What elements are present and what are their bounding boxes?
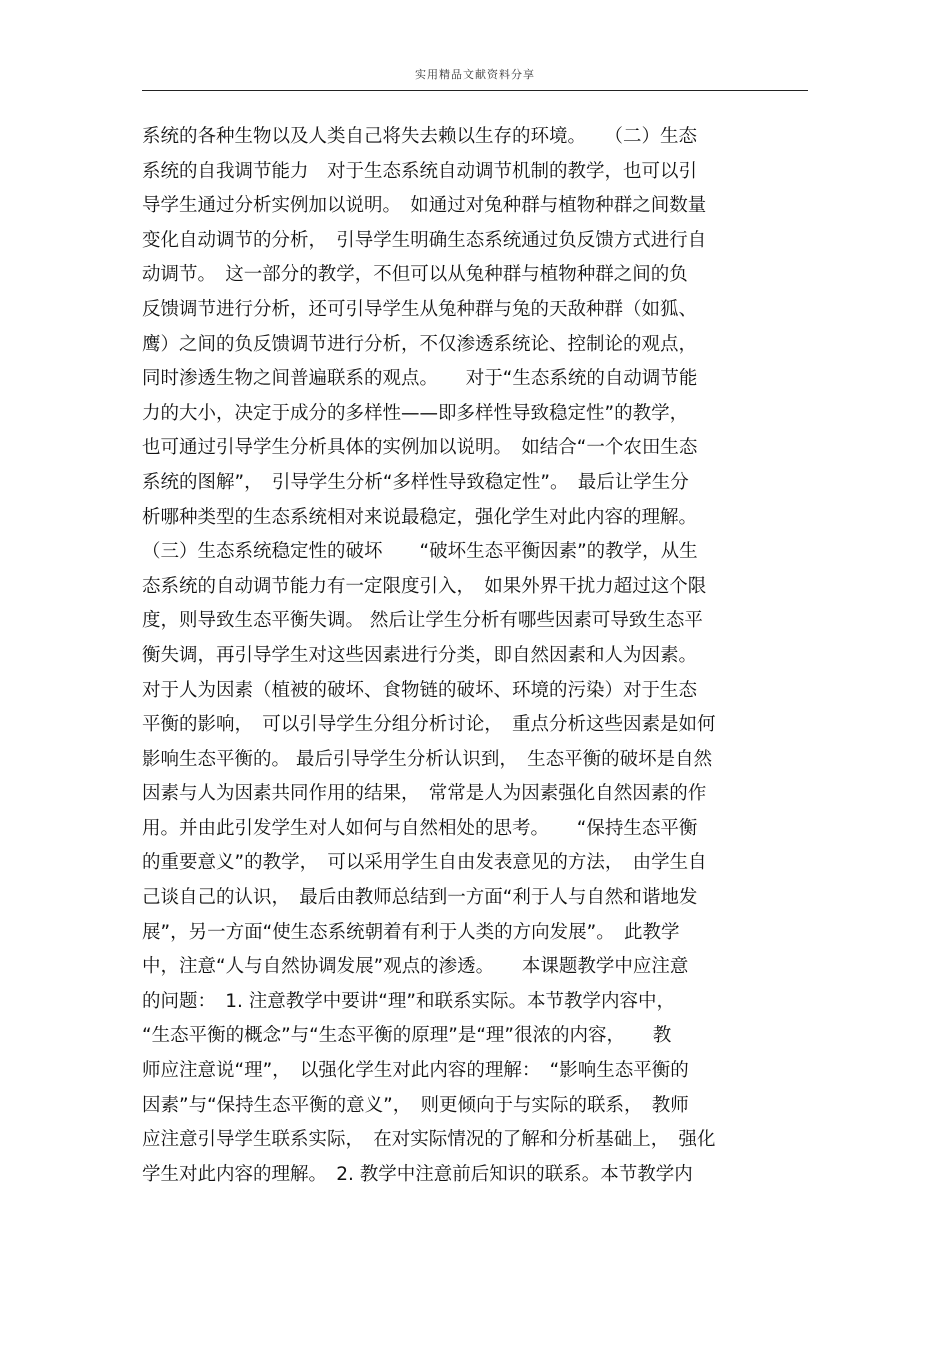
text-line: 己谈自己的认识， 最后由教师总结到一方面“利于人与自然和谐地发 xyxy=(142,887,698,909)
text-line: 影响生态平衡的。 最后引导学生分析认识到， 生态平衡的破坏是自然 xyxy=(142,748,713,770)
text-line: 因素”与“保持生态平衡的意义”， 则更倾向于与实际的联系， 教师 xyxy=(142,1094,689,1116)
text-line: 师应注意说“理”， 以强化学生对此内容的理解： “影响生态平衡的 xyxy=(142,1060,689,1082)
text-line: 系统的自我调节能力 对于生态系统自动调节机制的教学，也可以引 xyxy=(142,160,698,182)
text-line: 动调节。 这一部分的教学，不但可以从兔种群与植物种群之间的负 xyxy=(142,264,688,286)
text-line: 因素与人为因素共同作用的结果， 常常是人为因素强化自然因素的作 xyxy=(142,783,707,805)
text-line: 度，则导致生态平衡失调。 然后让学生分析有哪些因素可导致生态平 xyxy=(142,610,703,632)
text-line: 对于人为因素（植被的破坏、食物链的破坏、环境的污染）对于生态 xyxy=(142,679,698,701)
text-line: 衡失调，再引导学生对这些因素进行分类，即自然因素和人为因素。 xyxy=(142,644,698,666)
text-line: 系统的图解”， 引导学生分析“多样性导致稳定性”。 最后让学生分 xyxy=(142,471,689,493)
text-line: 变化自动调节的分析， 引导学生明确生态系统通过负反馈方式进行自 xyxy=(142,229,707,251)
text-line: 导学生通过分析实例加以说明。 如通过对兔种群与植物种群之间数量 xyxy=(142,195,707,217)
text-line: 的问题： 1. 注意教学中要讲“理”和联系实际。本节教学内容中， xyxy=(142,990,675,1012)
text-line: 鹰）之间的负反馈调节进行分析，不仅渗透系统论、控制论的观点， xyxy=(142,333,698,355)
text-line: “生态平衡的概念”与“生态平衡的原理”是“理”很浓的内容， 教 xyxy=(142,1025,672,1047)
page-header: 实用精品文献资料分享 xyxy=(415,68,535,81)
text-line: 应注意引导学生联系实际， 在对实际情况的了解和分析基础上， 强化 xyxy=(142,1129,716,1151)
text-line: 同时渗透生物之间普遍联系的观点。 对于“生态系统的自动调节能 xyxy=(142,368,698,390)
text-line: 的重要意义”的教学， 可以采用学生自由发表意见的方法， 由学生自 xyxy=(142,852,707,874)
text-line: 力的大小，决定于成分的多样性——即多样性导致稳定性”的教学， xyxy=(142,402,689,424)
text-line: （三）生态系统稳定性的破坏 “破坏生态平衡因素”的教学，从生 xyxy=(142,541,698,563)
body-text xyxy=(142,120,814,1192)
text-line: 系统的各种生物以及人类自己将失去赖以生存的环境。 （二）生态 xyxy=(142,126,698,147)
text-line: 学生对此内容的理解。 2. 教学中注意前后知识的联系。本节教学内 xyxy=(142,1163,693,1185)
text-line: 用。并由此引发学生对人如何与自然相处的思考。 “保持生态平衡 xyxy=(142,817,698,839)
text-line: 态系统的自动调节能力有一定限度引入， 如果外界干扰力超过这个限 xyxy=(142,575,707,597)
text-line: 也可通过引导学生分析具体的实例加以说明。 如结合“一个农田生态 xyxy=(142,437,698,459)
text-line: 反馈调节进行分析，还可引导学生从兔种群与兔的天敌种群（如狐、 xyxy=(142,298,698,320)
text-line: 中，注意“人与自然协调发展”观点的渗透。 本课题教学中应注意 xyxy=(142,956,689,978)
text-line: 平衡的影响， 可以引导学生分组分析讨论， 重点分析这些因素是如何 xyxy=(142,714,716,736)
text-line: 析哪种类型的生态系统相对来说最稳定，强化学生对此内容的理解。 xyxy=(142,506,698,528)
text-line: 展”，另一方面“使生态系统朝着有利于人类的方向发展”。 此教学 xyxy=(142,921,680,943)
header-divider xyxy=(142,90,808,91)
